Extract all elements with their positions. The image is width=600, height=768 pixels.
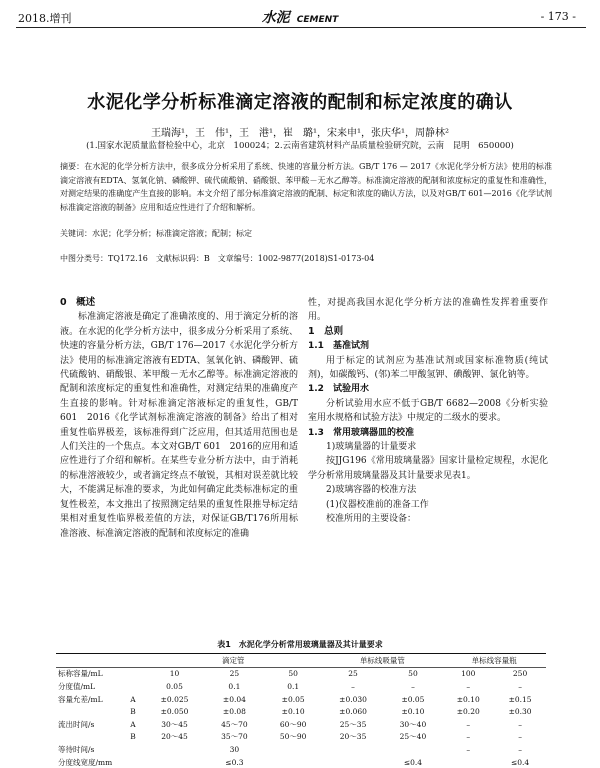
table-cell: ±0.050 — [160, 707, 189, 717]
journal-logo — [0, 7, 600, 27]
table-row — [56, 693, 546, 706]
table-cell: 25 — [229, 669, 240, 679]
table-cell: – — [518, 732, 522, 742]
table-cell: ≤0.3 — [225, 757, 244, 767]
row-grade — [122, 667, 144, 680]
table-cell: ≤0.4 — [403, 757, 423, 767]
table-header-row — [56, 654, 546, 668]
table-row — [56, 756, 546, 768]
table-cell: – — [466, 681, 471, 691]
row-label — [56, 731, 122, 744]
table-cell: 50 — [288, 669, 298, 679]
table-cell: 50 — [408, 669, 418, 679]
table-cell: – — [466, 732, 471, 742]
table-cell — [144, 756, 205, 768]
table-cell — [323, 756, 384, 768]
section-1-3-heading: 1.3 常用玻璃器皿的校准 — [308, 427, 414, 438]
table-cell: 25～40 — [399, 732, 427, 742]
table-cell: 45～70 — [221, 719, 248, 729]
table-cell — [384, 743, 443, 756]
row-grade: B — [130, 732, 136, 742]
authors: 王瑞海¹，王 伟¹，王 港¹，崔 璐¹，宋来申¹，张庆华¹，周静林² — [150, 128, 450, 139]
section-1-2-heading: 1.2 试验用水 — [308, 384, 369, 395]
table-cell: ±0.15 — [508, 694, 532, 704]
table-cell — [264, 756, 323, 768]
table-cell: – — [351, 681, 355, 691]
table-cell — [264, 743, 323, 756]
table-cell: 100 — [461, 669, 476, 679]
item-1-heading: 1)玻璃量器的计量要求 — [326, 442, 417, 453]
table-cell: ±0.04 — [222, 694, 246, 704]
table-cell: – — [411, 681, 415, 691]
table-cell: ±0.030 — [339, 694, 367, 704]
table-row — [56, 667, 546, 680]
row-grade — [122, 756, 144, 768]
table-caption: 表1 水泥化学分析常用玻璃量器及其计量要求 — [217, 640, 383, 649]
table-cell: – — [466, 719, 471, 729]
table-cell: 0.1 — [228, 681, 241, 691]
row-grade: B — [130, 707, 136, 717]
table-cell: 60～90 — [279, 719, 307, 729]
table-cell: 250 — [512, 669, 528, 679]
row-grade: A — [130, 694, 136, 704]
item-2-1-text: 校准所用的主要设备： — [326, 514, 417, 525]
table-cell: ±0.08 — [222, 707, 246, 717]
row-label: 等待时间/s — [58, 744, 95, 754]
table-cell: ±0.30 — [508, 707, 532, 717]
intro-continuation: 性，对提高我国水泥化学分析方法的准确性发挥着重要作用。 — [308, 298, 548, 323]
section-1-1-heading: 1.1 基准试剂 — [308, 341, 369, 352]
table-cell: ±0.20 — [456, 707, 480, 717]
row-label: 标称容量/mL — [58, 669, 103, 679]
affiliation: (1.国家水泥质量监督检验中心，北京 100024；2.云南省建筑材料产品质量检验研究院，云南 昆明 650000) — [86, 141, 514, 151]
row-label: 容量允差/mL — [58, 694, 103, 704]
table-cell: 0.1 — [287, 681, 300, 691]
item-1-text: 按JJG196《常用玻璃量器》国家计量检定规程，水泥化学分析常用玻璃量器及其计量要求见表1。 — [308, 456, 548, 481]
group-flask: 单标线容量瓶 — [442, 654, 546, 668]
row-label: 分度值/mL — [58, 681, 96, 691]
glassware-table — [56, 653, 546, 768]
section-1-heading: 1 总则 — [308, 325, 344, 337]
table-cell: 35～70 — [221, 732, 248, 742]
table-row — [56, 743, 546, 756]
group-burette: 滴定管 — [144, 654, 323, 668]
row-grade — [122, 743, 144, 756]
table-cell: ±0.10 — [456, 694, 480, 704]
table-cell: ±0.10 — [401, 707, 425, 717]
left-column — [60, 296, 298, 541]
table-row — [56, 680, 546, 693]
table-cell: – — [518, 744, 522, 754]
logo-en: CEMENT — [296, 15, 339, 25]
table-cell: 0.05 — [166, 681, 183, 691]
table-cell: ±0.10 — [281, 707, 305, 717]
page-number: - 173 - — [540, 10, 576, 23]
table-row — [56, 731, 546, 744]
table-cell: ±0.05 — [401, 694, 425, 704]
item-2-1-heading: (1)仪器校准前的准备工作 — [326, 499, 429, 510]
table-cell: ≤0.4 — [510, 757, 530, 767]
table-cell: 10 — [169, 669, 180, 679]
article-title: 水泥化学分析标准滴定溶液的配制和标定浓度的确认 — [87, 92, 513, 113]
right-column — [308, 296, 548, 527]
row-label — [56, 705, 122, 718]
classification-info: 中图分类号：TQ172.16 文献标识码：B 文章编号：1002-9877(2018)S1-0173-04 — [60, 254, 375, 263]
group-pipette: 单标线吸量管 — [323, 654, 443, 668]
table-cell — [323, 743, 384, 756]
row-grade: A — [130, 719, 136, 729]
table-cell: ±0.060 — [339, 707, 367, 717]
table-cell: 30 — [229, 744, 240, 754]
row-grade — [122, 680, 144, 693]
table-cell: 30～45 — [161, 719, 188, 729]
section-1-1-text: 用于标定的试剂应为基准试剂或国家标准物质(纯试剂)，如碳酸钙、(邻)苯二甲酸氢钾、碘酸钾、氯化钠等。 — [308, 355, 548, 381]
table-cell: 20～35 — [339, 732, 367, 742]
table-cell: – — [466, 744, 471, 754]
table-cell — [144, 743, 205, 756]
table-row — [56, 705, 546, 718]
table-cell: ±0.025 — [160, 694, 189, 704]
table-cell — [442, 756, 494, 768]
table-cell: 20～45 — [161, 732, 188, 742]
keywords: 关键词：水泥；化学分析；标准滴定溶液；配制；标定 — [60, 229, 252, 238]
logo-cn: 水泥 — [261, 10, 290, 26]
abstract: 摘要：在水泥的化学分析方法中，很多成分分析采用了系统、快速的容量分析方法。GB/T 176 — 2017《水泥化学分析方法》使用的标准滴定溶液有EDTA、氢氧化钠、磷酸钾、硫代硫酸钠、硝酸银、苯甲酸－无水乙醇等。标准滴定溶液的配制和浓度标定的重复性和准确性，对测定结果的准确度产生直接的影响。本文介绍了部分标准滴定溶液的配制、标定和浓度的确认方法，以及对GB/T 601—2016《化学试剂标准滴定溶液的制备》应用和适应性进行了介绍和解析。 — [60, 162, 552, 212]
table-cell: 50～90 — [279, 732, 307, 742]
table-cell: – — [518, 719, 522, 729]
table-cell: 30～40 — [399, 719, 427, 729]
header-rule — [16, 27, 586, 28]
item-2-heading: 2)玻璃容器的校准方法 — [326, 485, 417, 496]
journal-issue: 2018.增刊 — [18, 12, 72, 25]
row-label: 分度线宽度/mm — [58, 757, 113, 767]
table-cell: ±0.05 — [281, 694, 305, 704]
table-cell: – — [518, 681, 522, 691]
intro-paragraph: 标准滴定溶液是确定了准确浓度的、用于滴定分析的溶液。在水泥的化学分析方法中，很多成分分析采用了系统、快速的容量分析方法，GB/T 176—2017《水泥化学分析方法》使用的标准滴定溶液有EDTA、氢氧化钠、磷酸钾、硫代硫酸钠、硝酸银、苯甲酸－无水乙醇等。标准滴定溶液的配制和浓度标定的重复性和准确性，对测定结果的准确度产生直接的影响。针对标准滴定溶液标定的重复性，GB/T 601 2016《化学试剂标准滴定溶液的制备》给出了相对重复性临界极差，该标准得到广泛应用，但其适用范围也是人们关注的一个焦点。本文对GB/T 601 2016的应用和适应性进行了介绍和解析。在某些专业分析方法中，由于消耗的标准溶液较少，或者滴定终点不敏锐，其相对误差就比较大，不能满足标准的要求，为此如何确定此类标准标定的重复性极差，本文推出了按照测定结果的重复性限推导标定结果相对重复性临界极差值的方法，对保证GB/T176所用标准溶液、标准滴定溶液的配制和浓度标定的准确 — [60, 312, 298, 539]
table-cell: 25 — [348, 669, 358, 679]
table-row — [56, 718, 546, 731]
table-cell: 25～35 — [339, 719, 367, 729]
section-1-2-text: 分析试验用水应不低于GB/T 6682—2008《分析实验室用水规格和试验方法》中规定的二级水的要求。 — [308, 398, 548, 424]
section-0-heading: 0 概述 — [60, 297, 96, 308]
row-label: 流出时间/s — [58, 719, 95, 729]
